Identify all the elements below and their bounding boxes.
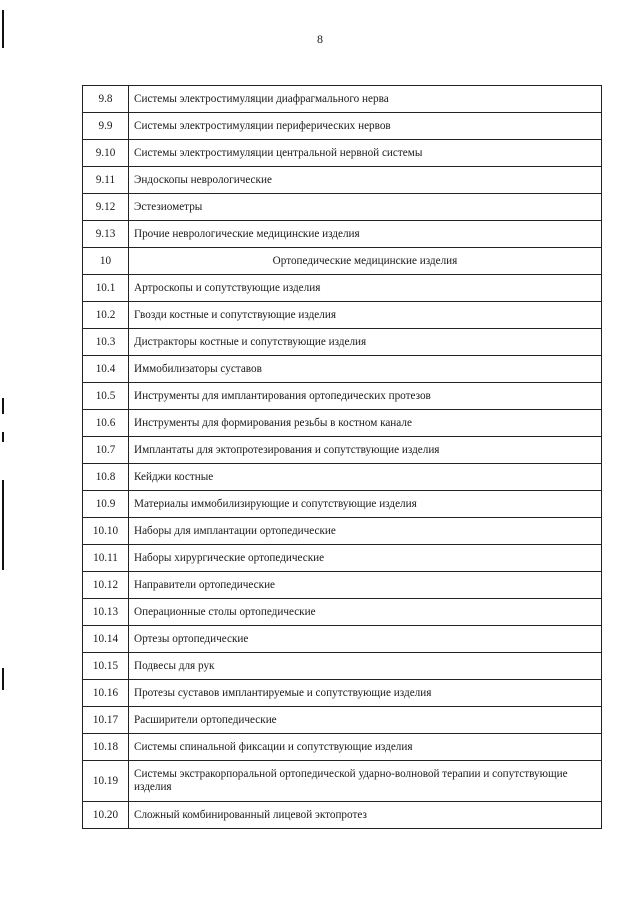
table-row xyxy=(83,545,602,572)
items-table xyxy=(82,85,602,829)
page-number: 8 xyxy=(317,32,323,46)
scan-artifact-mark xyxy=(2,398,4,414)
item-name: Системы спинальной фиксации и сопутствующие изделия xyxy=(129,734,602,761)
table-row xyxy=(83,653,602,680)
table-row xyxy=(83,680,602,707)
item-name: Расширители ортопедические xyxy=(129,707,602,734)
item-number: 10.5 xyxy=(83,383,129,410)
table-row xyxy=(83,275,602,302)
item-name: Эстезиометры xyxy=(129,194,602,221)
item-name: Сложный комбинированный лицевой эктопротез xyxy=(129,802,602,829)
scan-artifact-mark xyxy=(2,432,4,442)
item-number: 10.12 xyxy=(83,572,129,599)
item-number: 10.11 xyxy=(83,545,129,572)
table-row xyxy=(83,734,602,761)
section-header-row xyxy=(83,248,602,275)
item-name: Системы экстракорпоральной ортопедической ударно-волновой терапии и сопутствующие изделия xyxy=(129,761,602,802)
table-row xyxy=(83,410,602,437)
item-name: Системы электростимуляции центральной нервной системы xyxy=(129,140,602,167)
item-name: Ортезы ортопедические xyxy=(129,626,602,653)
item-name: Гвозди костные и сопутствующие изделия xyxy=(129,302,602,329)
item-number: 10.3 xyxy=(83,329,129,356)
item-number: 10.14 xyxy=(83,626,129,653)
item-name: Иммобилизаторы суставов xyxy=(129,356,602,383)
item-name: Дистракторы костные и сопутствующие изделия xyxy=(129,329,602,356)
table-row xyxy=(83,802,602,829)
item-number: 10.19 xyxy=(83,761,129,802)
table-row xyxy=(83,140,602,167)
scan-artifact-mark xyxy=(2,10,4,48)
item-number: 10.2 xyxy=(83,302,129,329)
table-row xyxy=(83,167,602,194)
item-name: Наборы для имплантации ортопедические xyxy=(129,518,602,545)
item-number: 9.10 xyxy=(83,140,129,167)
table-row xyxy=(83,383,602,410)
item-name: Имплантаты для эктопротезирования и сопутствующие изделия xyxy=(129,437,602,464)
table-row xyxy=(83,626,602,653)
item-name: Эндоскопы неврологические xyxy=(129,167,602,194)
table-row xyxy=(83,302,602,329)
item-name: Инструменты для формирования резьбы в костном канале xyxy=(129,410,602,437)
table-row xyxy=(83,86,602,113)
item-number: 10.18 xyxy=(83,734,129,761)
item-number: 9.12 xyxy=(83,194,129,221)
item-number: 9.13 xyxy=(83,221,129,248)
table-row xyxy=(83,518,602,545)
item-number: 10 xyxy=(83,248,129,275)
table-row xyxy=(83,761,602,802)
item-name: Артроскопы и сопутствующие изделия xyxy=(129,275,602,302)
item-name: Материалы иммобилизирующие и сопутствующие изделия xyxy=(129,491,602,518)
item-number: 9.11 xyxy=(83,167,129,194)
table-row xyxy=(83,194,602,221)
item-name: Системы электростимуляции периферических нервов xyxy=(129,113,602,140)
item-number: 9.9 xyxy=(83,113,129,140)
table-row xyxy=(83,491,602,518)
item-number: 10.20 xyxy=(83,802,129,829)
item-number: 10.6 xyxy=(83,410,129,437)
scan-artifact-mark xyxy=(2,480,4,570)
item-name: Кейджи костные xyxy=(129,464,602,491)
item-name: Протезы суставов имплантируемые и сопутствующие изделия xyxy=(129,680,602,707)
item-number: 10.10 xyxy=(83,518,129,545)
item-name: Наборы хирургические ортопедические xyxy=(129,545,602,572)
item-number: 10.16 xyxy=(83,680,129,707)
item-name: Инструменты для имплантирования ортопедических протезов xyxy=(129,383,602,410)
section-title: Ортопедические медицинские изделия xyxy=(129,248,602,275)
item-name: Направители ортопедические xyxy=(129,572,602,599)
item-number: 10.4 xyxy=(83,356,129,383)
item-number: 9.8 xyxy=(83,86,129,113)
table-row xyxy=(83,572,602,599)
table-row xyxy=(83,329,602,356)
table-row xyxy=(83,437,602,464)
item-number: 10.13 xyxy=(83,599,129,626)
table-row xyxy=(83,464,602,491)
item-number: 10.8 xyxy=(83,464,129,491)
item-name: Системы электростимуляции диафрагмального нерва xyxy=(129,86,602,113)
item-number: 10.7 xyxy=(83,437,129,464)
table-row xyxy=(83,356,602,383)
item-number: 10.9 xyxy=(83,491,129,518)
table-body xyxy=(83,86,602,829)
item-number: 10.17 xyxy=(83,707,129,734)
table-row xyxy=(83,113,602,140)
table-row xyxy=(83,707,602,734)
item-number: 10.1 xyxy=(83,275,129,302)
scan-artifact-mark xyxy=(2,668,4,690)
table-row xyxy=(83,221,602,248)
item-name: Подвесы для рук xyxy=(129,653,602,680)
item-name: Операционные столы ортопедические xyxy=(129,599,602,626)
table-row xyxy=(83,599,602,626)
item-name: Прочие неврологические медицинские изделия xyxy=(129,221,602,248)
item-number: 10.15 xyxy=(83,653,129,680)
